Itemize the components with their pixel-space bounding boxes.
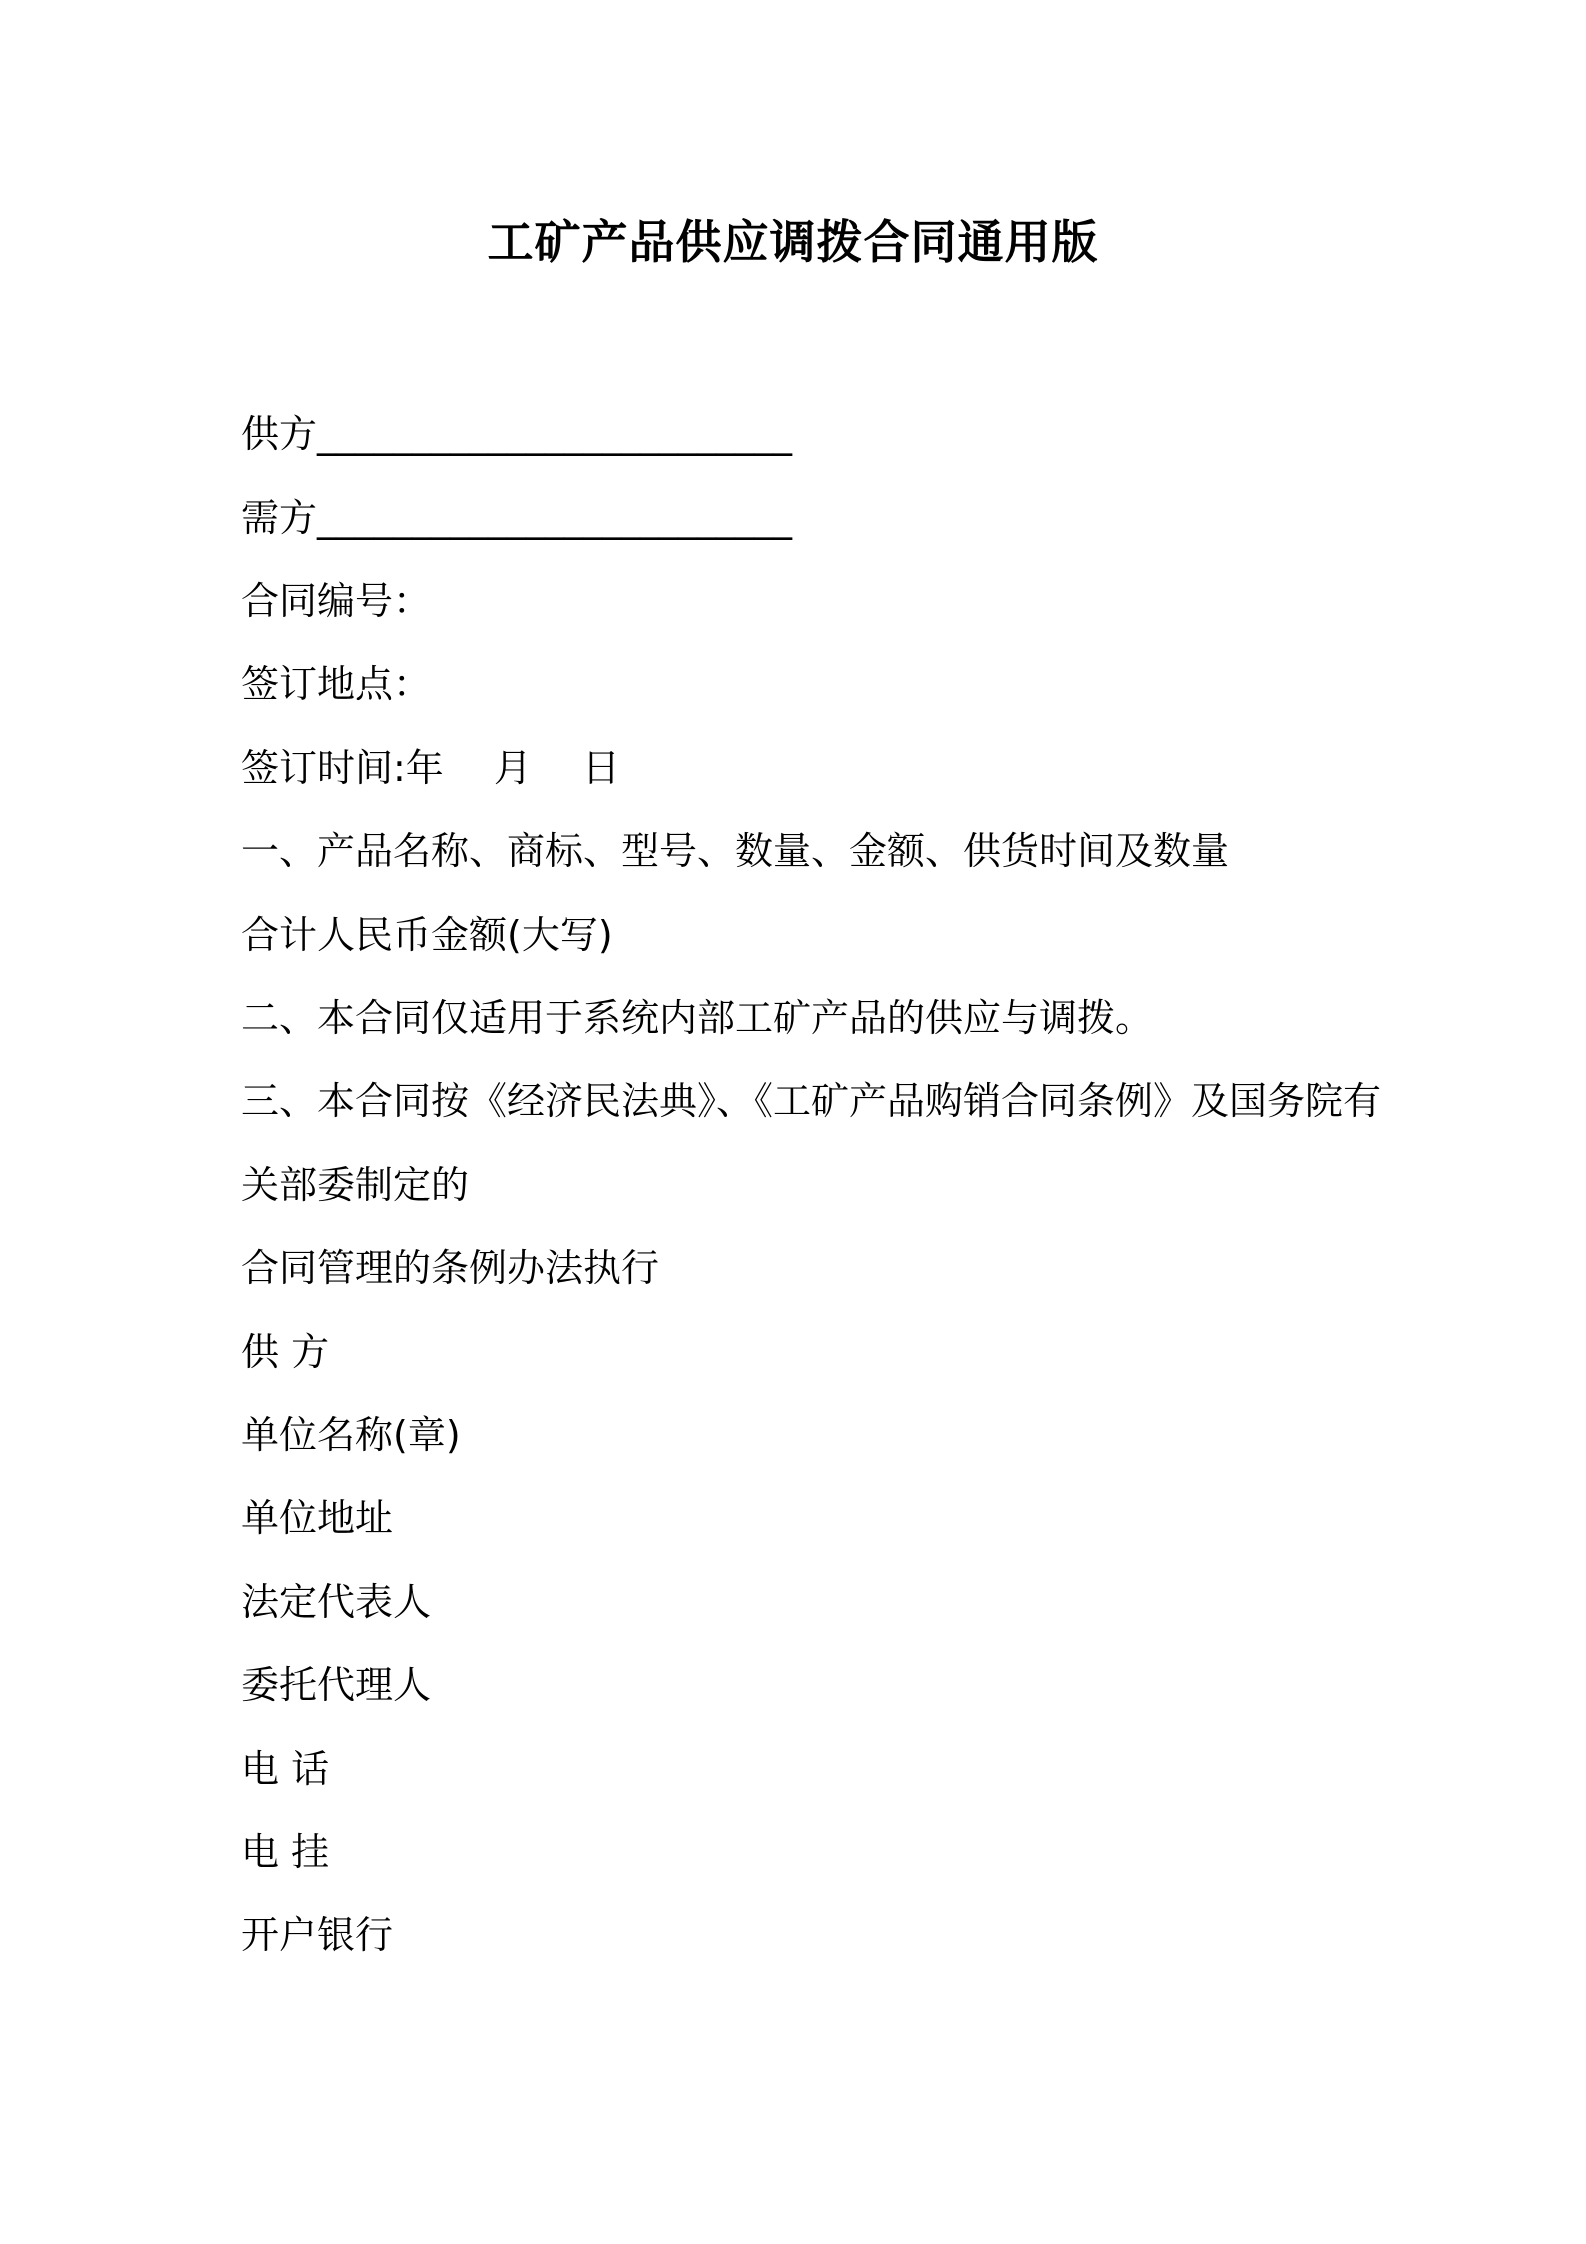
document-title: 工矿产品供应调拨合同通用版 — [487, 215, 1099, 269]
supplier-line: 供方_________________________ — [241, 412, 793, 456]
clause-3-line: 三、本合同按《经济民法典》、《工矿产品购销合同条例》及国务院有 — [241, 1079, 1382, 1123]
legal-rep-field: 法定代表人 — [241, 1580, 432, 1624]
buyer-line: 需方_________________________ — [241, 496, 793, 540]
clause-2-line: 二、本合同仅适用于系统内部工矿产品的供应与调拨。 — [241, 996, 1154, 1040]
contract-number-line: 合同编号： — [241, 579, 432, 623]
bank-field: 开户银行 — [241, 1913, 394, 1957]
telegraph-field: 电 挂 — [241, 1830, 330, 1874]
signing-place-line: 签订地点： — [241, 662, 432, 706]
supplier-section-heading: 供 方 — [241, 1330, 330, 1374]
clause-1-line: 一、产品名称、商标、型号、数量、金额、供货时间及数量 — [241, 829, 1230, 873]
clause-3-cont-line: 关部委制定的 — [241, 1163, 470, 1207]
total-amount-line: 合计人民币金额(大写) — [241, 913, 613, 957]
signing-date-line: 签订时间:年 月 日 — [241, 746, 620, 790]
unit-name-field: 单位名称(章) — [241, 1413, 461, 1457]
phone-field: 电 话 — [241, 1747, 330, 1791]
agent-field: 委托代理人 — [241, 1663, 432, 1707]
unit-address-field: 单位地址 — [241, 1496, 394, 1540]
clause-3-end-line: 合同管理的条例办法执行 — [241, 1246, 660, 1290]
